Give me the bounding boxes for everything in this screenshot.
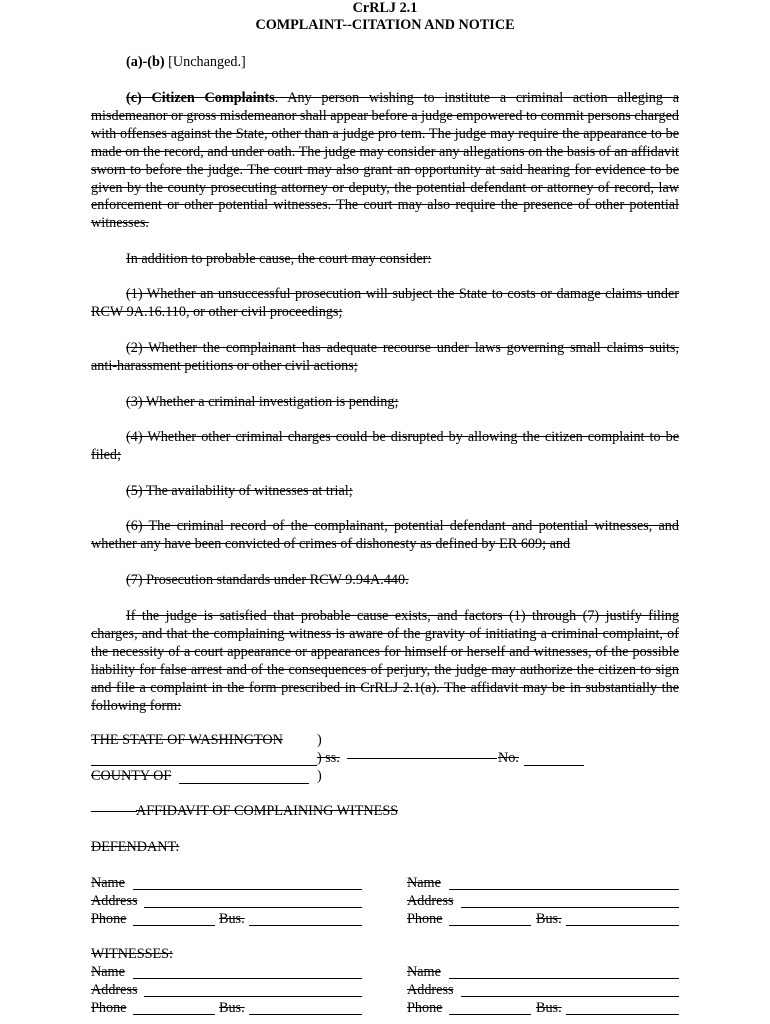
wit-bus-field-r[interactable] xyxy=(566,1014,679,1015)
wit-bus-label-r: Bus. xyxy=(536,1000,562,1016)
consider-intro: In addition to probable cause, the court may consider: xyxy=(126,251,432,267)
section-ab xyxy=(91,54,679,72)
def-address-field-l[interactable] xyxy=(144,907,362,908)
caption-no-blank xyxy=(524,765,584,766)
section-c xyxy=(91,90,679,233)
caption-ss: ) ss. xyxy=(317,750,340,766)
def-bus-label-r: Bus. xyxy=(536,911,562,927)
def-name-label-l: Name xyxy=(91,875,125,891)
def-name-label-r: Name xyxy=(407,875,441,891)
wit-name-field-r[interactable] xyxy=(449,978,679,979)
caption-paren-3: ) xyxy=(317,768,322,784)
section-c-label: (c) Citizen Complaints xyxy=(126,90,275,106)
caption-paren-1: ) xyxy=(317,732,322,748)
def-phone-field-l[interactable] xyxy=(133,925,215,926)
affidavit-title-lead xyxy=(91,811,137,812)
section-c-text: . Any person wishing to institute a criminal action alleging a misdemeanor or gross misdemeanor shall appear before a judge empowered to commit persons charged with offenses against the State, other than a judge pro tem. The judge may require the appearance to be made on the record, and under oath. The judge may consider any allegations on the basis of an affidavit sworn to before the judge. The court may also grant an opportunity at said hearing for evidence to be given by the county prosecuting attorney or deputy, the potential defendant or attorney of record, law enforcement or other potential witnesses. The court may also require the presence of other potential witnesses. xyxy=(91,90,679,232)
caption-county: COUNTY OF xyxy=(91,768,172,784)
caption-ss-strike xyxy=(347,758,497,759)
factor-2: (2) Whether the complainant has adequate recourse under laws governing small claims suits, anti-harassment petitions or other civil actions; xyxy=(91,340,679,374)
def-bus-label-l: Bus. xyxy=(219,911,245,927)
def-phone-label-l: Phone xyxy=(91,911,127,927)
def-phone-field-r[interactable] xyxy=(449,925,531,926)
section-ab-label: (a)-(b) xyxy=(126,54,165,70)
def-bus-field-r[interactable] xyxy=(566,925,679,926)
factor-7: (7) Prosecution standards under RCW 9.94A.440. xyxy=(126,572,409,588)
wit-phone-label-l: Phone xyxy=(91,1000,127,1016)
wit-phone-field-l[interactable] xyxy=(133,1014,215,1015)
def-name-field-l[interactable] xyxy=(133,889,362,890)
section-ab-text: [Unchanged.] xyxy=(168,54,246,70)
factor-3: (3) Whether a criminal investigation is pending; xyxy=(126,394,399,410)
caption-state: THE STATE OF WASHINGTON xyxy=(91,732,283,748)
rule-number: CrRLJ 2.1 xyxy=(352,0,418,16)
wit-address-field-l[interactable] xyxy=(144,996,362,997)
factor-1: (1) Whether an unsuccessful prosecution will subject the State to costs or damage claims under RCW 9A.16.110, or other civil proceedings; xyxy=(91,286,679,320)
def-address-label-r: Address xyxy=(407,893,454,909)
wit-name-label-l: Name xyxy=(91,964,125,980)
def-phone-label-r: Phone xyxy=(407,911,443,927)
rule-title: COMPLAINT--CITATION AND NOTICE xyxy=(255,17,515,33)
conclusion-paragraph: If the judge is satisfied that probable cause exists, and factors (1) through (7) justify filing charges, and that the complaining witness is aware of the gravity of initiating a criminal complaint, of the necessity of a court appearance or appearances for himself or herself and witnesses, of the possible liability for false arrest and of the consequences of perjury, the judge may authorize the citizen to sign and file a complaint in the form prescribed in CrRLJ 2.1(a). The affidavit may be in substantially the following form: xyxy=(91,608,679,714)
wit-address-label-r: Address xyxy=(407,982,454,998)
factor-6: (6) The criminal record of the complainant, potential defendant and potential witnesses, and whether any have been convicted of crimes of dishonesty as defined by ER 609; and xyxy=(91,518,679,552)
wit-address-field-r[interactable] xyxy=(461,996,679,997)
caption-rule-1 xyxy=(91,765,317,766)
wit-phone-label-r: Phone xyxy=(407,1000,443,1016)
witnesses-label: WITNESSES: xyxy=(91,946,173,962)
defendant-label: DEFENDANT: xyxy=(91,839,180,855)
def-name-field-r[interactable] xyxy=(449,889,679,890)
def-bus-field-l[interactable] xyxy=(249,925,362,926)
wit-phone-field-r[interactable] xyxy=(449,1014,531,1015)
factor-5: (5) The availability of witnesses at trial; xyxy=(126,483,353,499)
caption-no-label: No. xyxy=(498,750,519,766)
wit-bus-label-l: Bus. xyxy=(219,1000,245,1016)
wit-name-label-r: Name xyxy=(407,964,441,980)
wit-bus-field-l[interactable] xyxy=(249,1014,362,1015)
def-address-field-r[interactable] xyxy=(461,907,679,908)
factor-4: (4) Whether other criminal charges could be disrupted by allowing the citizen complaint to be filed; xyxy=(91,429,679,463)
affidavit-title: AFFIDAVIT OF COMPLAINING WITNESS xyxy=(136,803,399,819)
caption-county-blank xyxy=(179,783,309,784)
wit-address-label-l: Address xyxy=(91,982,138,998)
wit-name-field-l[interactable] xyxy=(133,978,362,979)
def-address-label-l: Address xyxy=(91,893,138,909)
